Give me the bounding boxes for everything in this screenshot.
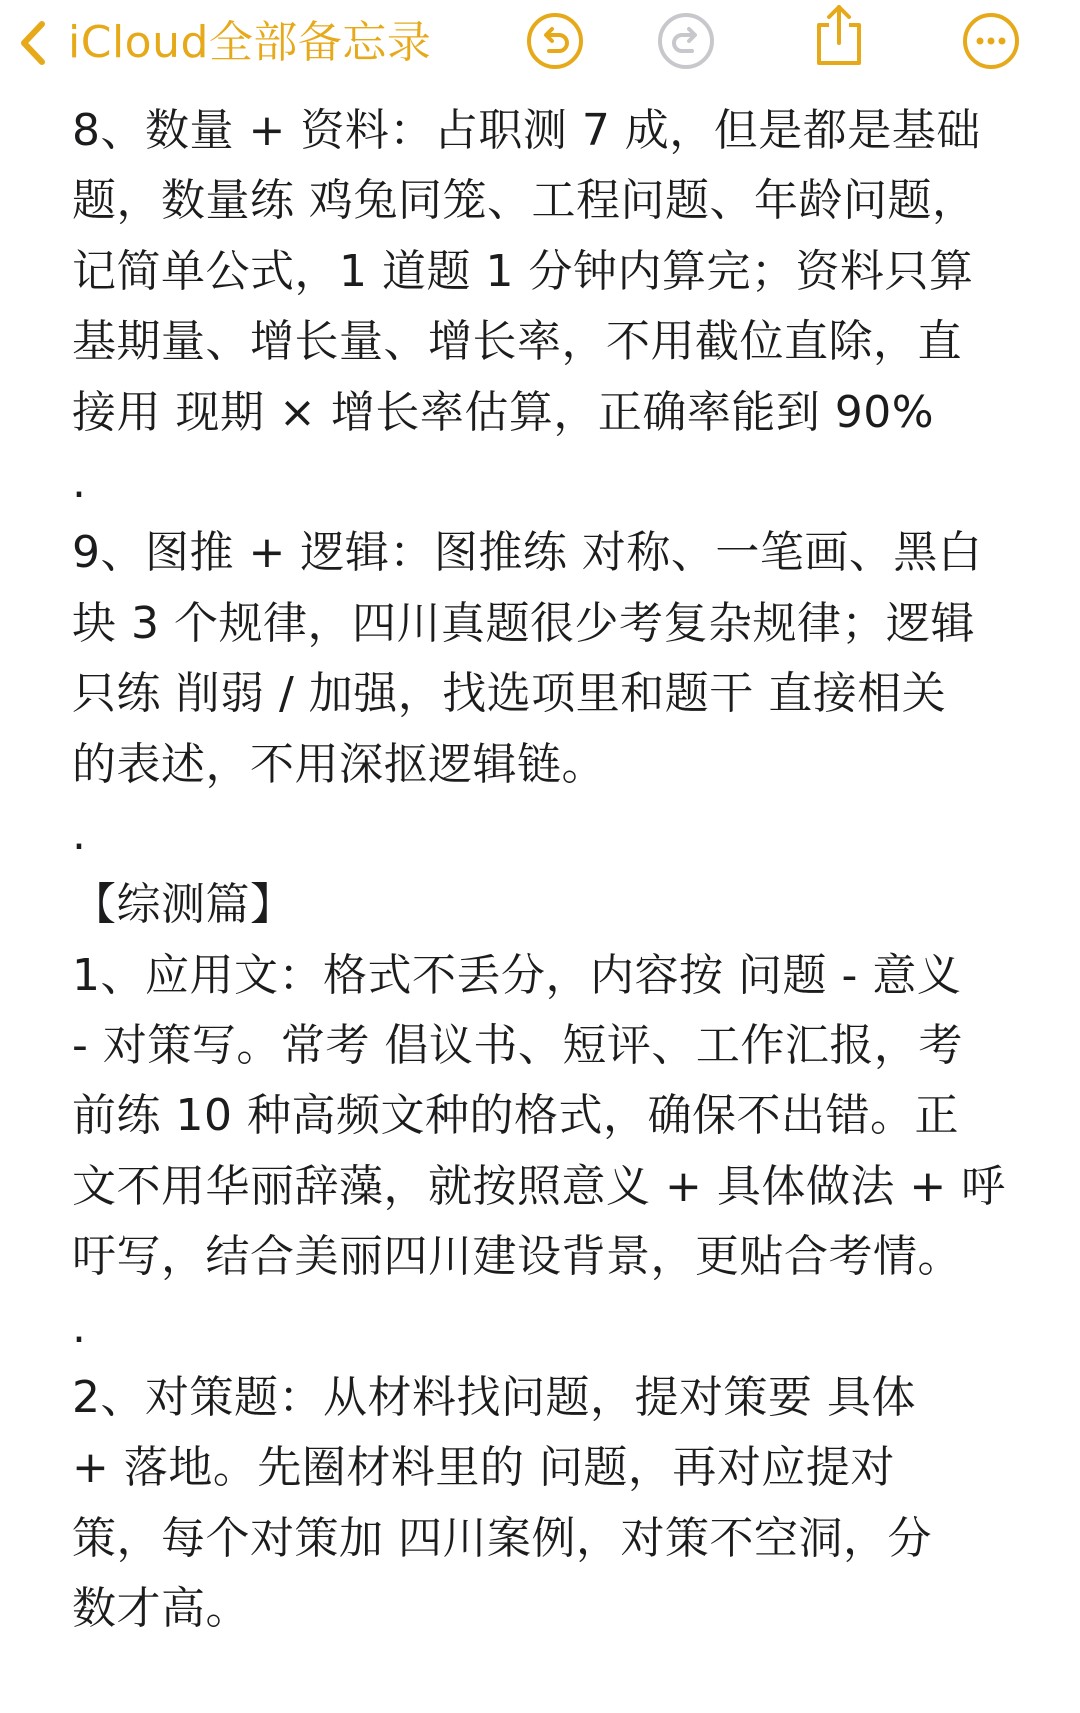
note-line: 接用 现期 × 增长率估算，正确率能到 90% bbox=[72, 386, 935, 438]
section-heading: 【综测篇】 bbox=[72, 879, 295, 931]
note-line: 只练 削弱 / 加强，找选项里和题干 直接相关 bbox=[72, 668, 947, 720]
note-body[interactable] bbox=[72, 96, 1012, 1645]
note-line: . bbox=[72, 808, 87, 860]
note-line: 基期量、增长量、增长率，不用截位直除，直 bbox=[72, 316, 962, 368]
share-icon bbox=[811, 1, 867, 73]
note-line: 题，数量练 鸡兔同笼、工程问题、年龄问题， bbox=[72, 175, 977, 227]
note-line: - 对策写。常考 倡议书、短评、工作汇报，考 bbox=[72, 1020, 963, 1072]
note-line: 前练 10 种高频文种的格式，确保不出错。正 bbox=[72, 1090, 959, 1142]
undo-button[interactable] bbox=[524, 12, 586, 74]
more-icon bbox=[961, 11, 1021, 75]
redo-button[interactable] bbox=[655, 12, 717, 74]
redo-icon bbox=[656, 11, 716, 75]
undo-icon bbox=[525, 11, 585, 75]
more-button[interactable] bbox=[960, 12, 1022, 74]
chevron-left-icon bbox=[18, 20, 48, 66]
note-line: 的表述，不用深抠逻辑链。 bbox=[72, 738, 606, 790]
note-line: 2、对策题：从材料找问题，提对策要 具体 bbox=[72, 1372, 916, 1424]
back-button[interactable] bbox=[18, 8, 431, 78]
note-line: 块 3 个规律，四川真题很少考复杂规律；逻辑 bbox=[72, 597, 975, 649]
note-line: 数才高。 bbox=[72, 1583, 250, 1635]
note-line: . bbox=[72, 1301, 87, 1353]
note-line: . bbox=[72, 456, 87, 508]
navigation-bar bbox=[0, 0, 1080, 96]
note-line: 策，每个对策加 四川案例，对策不空洞，分 bbox=[72, 1512, 932, 1564]
share-button[interactable] bbox=[808, 6, 870, 68]
note-line: + 落地。先圈材料里的 问题，再对应提对 bbox=[72, 1442, 895, 1494]
note-line: 吁写，结合美丽四川建设背景，更贴合考情。 bbox=[72, 1231, 962, 1283]
note-line: 文不用华丽辞藻，就按照意义 + 具体做法 + 呼 bbox=[72, 1160, 1006, 1212]
note-line: 9、图推 + 逻辑：图推练 对称、一笔画、黑白 bbox=[72, 527, 983, 579]
note-line: 1、应用文：格式不丢分，内容按 问题 - 意义 bbox=[72, 949, 962, 1001]
back-label: iCloud全部备忘录 bbox=[68, 17, 432, 68]
note-line: 8、数量 + 资料：占职测 7 成，但是都是基础 bbox=[72, 105, 981, 156]
note-line: 记简单公式，1 道题 1 分钟内算完；资料只算 bbox=[72, 245, 974, 297]
